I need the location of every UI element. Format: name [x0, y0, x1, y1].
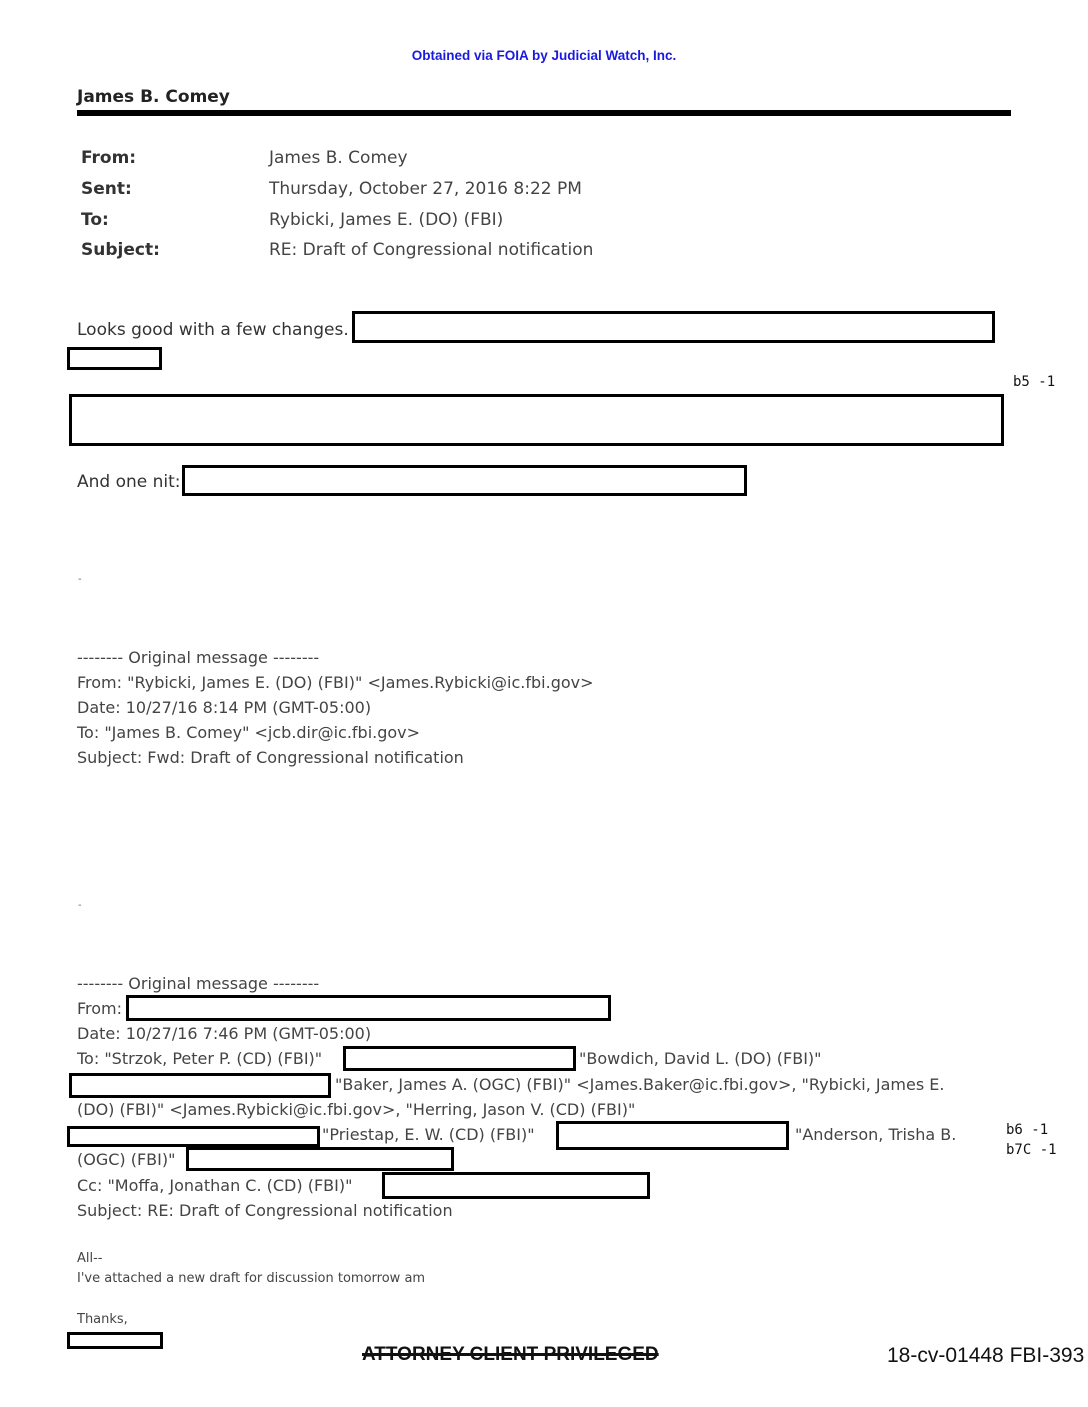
orig2-to-strzok: To: "Strzok, Peter P. (CD) (FBI)" — [77, 1049, 323, 1068]
redaction-box — [556, 1121, 789, 1150]
redaction-box — [67, 1332, 163, 1349]
orig2-subject: Subject: RE: Draft of Congressional notification — [77, 1201, 453, 1220]
orig2-to-priestap: "Priestap, E. W. (CD) (FBI)" — [322, 1125, 535, 1144]
from-value: James B. Comey — [269, 148, 408, 168]
orig2-cc: Cc: "Moffa, Jonathan C. (CD) (FBI)" — [77, 1176, 353, 1195]
from-label: From: — [81, 148, 137, 168]
subject-label: Subject: — [81, 240, 160, 260]
stray-mark: - — [78, 900, 82, 911]
body-line-looks-good: Looks good with a few changes. — [77, 320, 349, 340]
redaction-box — [69, 1073, 331, 1098]
orig1-from: From: "Rybicki, James E. (DO) (FBI)" <James.Rybicki@ic.fbi.gov> — [77, 673, 594, 692]
to-label: To: — [81, 210, 109, 230]
orig2-date: Date: 10/27/16 7:46 PM (GMT-05:00) — [77, 1024, 372, 1043]
exemption-code-b6: b6 -1 — [1006, 1122, 1049, 1138]
redaction-box — [186, 1147, 454, 1171]
header-rule — [77, 110, 1011, 116]
exemption-code-b5: b5 -1 — [1013, 374, 1056, 390]
sent-label: Sent: — [81, 179, 132, 199]
orig1-date: Date: 10/27/16 8:14 PM (GMT-05:00) — [77, 698, 372, 717]
privilege-marking: ATTORNEY CLIENT PRIVILEGED — [362, 1344, 659, 1365]
to-value: Rybicki, James E. (DO) (FBI) — [269, 210, 504, 230]
orig2-body: I've attached a new draft for discussion tomorrow am — [77, 1271, 426, 1286]
redaction-box — [343, 1046, 576, 1071]
mailbox-owner-heading: James B. Comey — [77, 87, 230, 107]
sent-value: Thursday, October 27, 2016 8:22 PM — [269, 179, 582, 199]
orig1-to: To: "James B. Comey" <jcb.dir@ic.fbi.gov> — [77, 723, 421, 742]
redaction-box — [67, 1126, 320, 1147]
bates-number: 18-cv-01448 FBI-393 — [887, 1344, 1085, 1367]
subject-value: RE: Draft of Congressional notification — [269, 240, 594, 260]
orig2-to-baker-rybicki: "Baker, James A. (OGC) (FBI)" <James.Baker@ic.fbi.gov>, "Rybicki, James E. — [335, 1075, 945, 1094]
orig2-greeting: All-- — [77, 1251, 103, 1266]
redaction-box — [69, 394, 1004, 446]
original-message-separator: -------- Original message -------- — [77, 974, 320, 993]
orig2-to-anderson: "Anderson, Trisha B. — [795, 1125, 957, 1144]
orig2-to-anderson-cont: (OGC) (FBI)" — [77, 1150, 176, 1169]
redaction-box — [352, 311, 995, 343]
original-message-separator: -------- Original message -------- — [77, 648, 320, 667]
stray-mark: - — [78, 574, 82, 585]
body-line-one-nit: And one nit: — [77, 472, 181, 492]
exemption-code-b7c: b7C -1 — [1006, 1142, 1057, 1158]
redaction-box — [182, 465, 747, 496]
orig2-signoff: Thanks, — [77, 1312, 128, 1327]
redaction-box — [382, 1172, 650, 1199]
orig2-from-label: From: — [77, 999, 123, 1018]
foia-watermark: Obtained via FOIA by Judicial Watch, Inc. — [411, 48, 677, 63]
orig1-subject: Subject: Fwd: Draft of Congressional notification — [77, 748, 464, 767]
redaction-box — [67, 347, 162, 370]
redaction-box — [126, 995, 611, 1021]
orig2-to-bowdich: "Bowdich, David L. (DO) (FBI)" — [579, 1049, 822, 1068]
orig2-to-rybicki-herring: (DO) (FBI)" <James.Rybicki@ic.fbi.gov>, "Herring, Jason V. (CD) (FBI)" — [77, 1100, 636, 1119]
